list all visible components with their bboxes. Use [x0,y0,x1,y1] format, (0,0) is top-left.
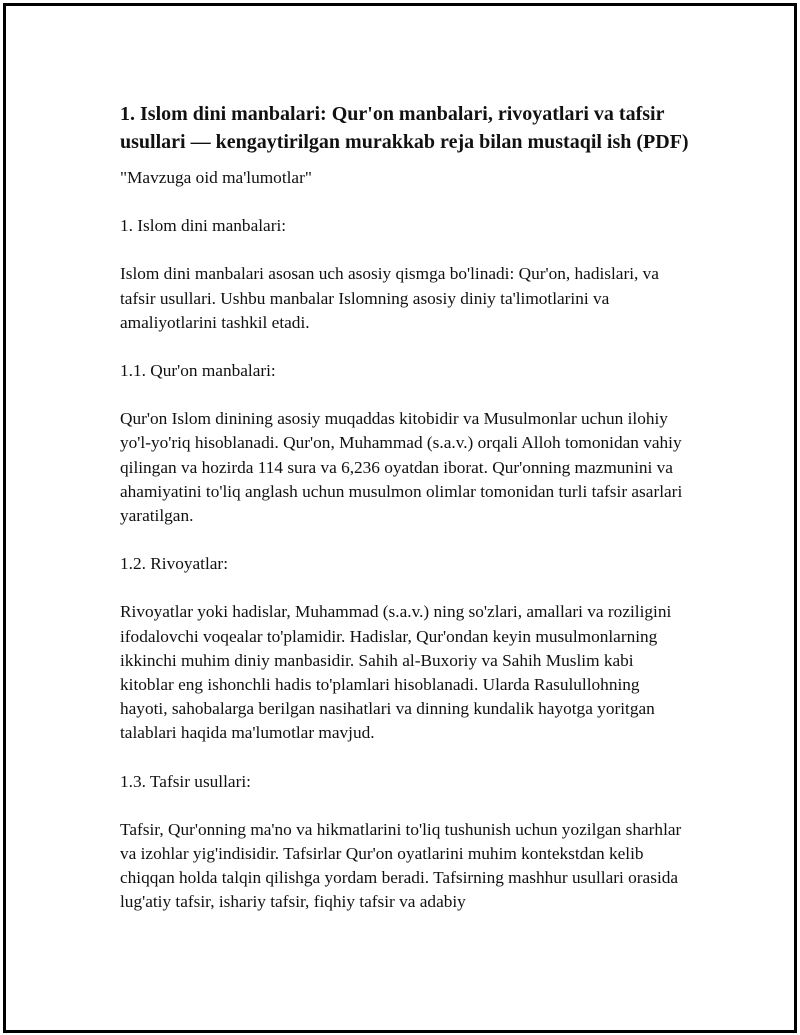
section-text-islom-manbalari: Islom dini manbalari asosan uch asosiy qismga bo'linadi: Qur'on, hadislari, va tafsir usullari. Ushbu manbalar Islomning asosiy diniy ta'limotlarini va amaliyotlarini tashkil etadi. [120,264,659,332]
section-heading-islom-manbalari: 1. Islom dini manbalari: [120,216,287,236]
section-heading-quron-manbalari: 1.1. Qur'on manbalari: [120,361,276,381]
section-text-rivoyatlar: Rivoyatlar yoki hadislar, Muhammad (s.a.v.) ning so'zlari, amallari va roziligini ifodalovchi voqealar to'plamidir. Hadislar, Qur'ondan keyin musulmonlarning ikkinchi muhim diniy manbasidir. Sahih al-Buxoriy va Sahih Muslim kabi kitoblar eng ishonchli hadis to'plamlari hisoblanadi. Ularda Rasulullohning hayoti, sahobalarga berilgan nasihatlari va dinning kundalik hayotga yoritgan talablari haqida ma'lumotlar mavjud. [120,602,672,743]
document-body [120,100,690,939]
section-heading-tafsir-usullari: 1.3. Tafsir usullari: [120,771,251,791]
document-subtitle: "Mavzuga oid ma'lumotlar" [120,168,312,187]
section-text-quron-manbalari: Qur'on Islom dinining asosiy muqaddas kitobidir va Musulmonlar uchun ilohiy yo'l-yo'riq hisoblanadi. Qur'on, Muhammad (s.a.v.) orqali Alloh tomonidan vahiy qilingan va hozirda 114 sura va 6,236 oyatdan iborat. Qur'onning mazmunini va ahamiyatini to'liq anglash uchun musulmon olimlar tomonidan turli tafsir asarlari yaratilgan. [120,409,683,526]
section-heading-rivoyatlar: 1.2. Rivoyatlar: [120,554,228,574]
document-title: 1. Islom dini manbalari: Qur'on manbalari, rivoyatlari va tafsir usullari — kengaytirilgan murakkab reja bilan mustaqil ish (PDF) [120,103,689,153]
section-text-tafsir-usullari: Tafsir, Qur'onning ma'no va hikmatlarini to'liq tushunish uchun yozilgan sharhlar va izohlar yig'indisidir. Tafsirlar Qur'on oyatlarini muhim kontekstdan kelib chiqqan holda talqin qilishga yordam beradi. Tafsirning mashhur usullari orasida lug'atiy tafsir, ishariy tafsir, fiqhiy tafsir va adabiy [120,819,682,912]
page-frame [3,3,797,1033]
